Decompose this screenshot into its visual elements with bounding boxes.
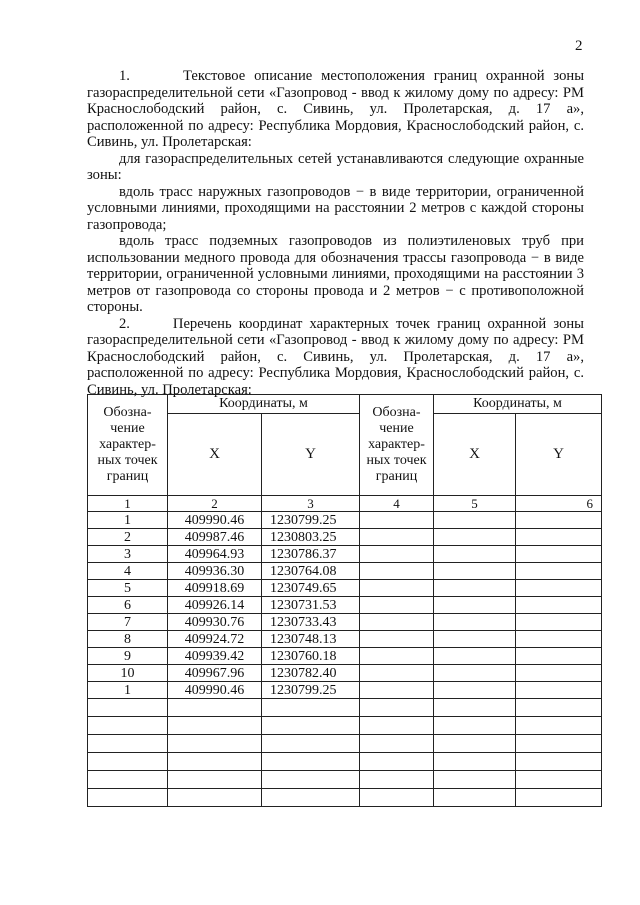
x-coordinate-cell: 409964.93 bbox=[168, 546, 262, 563]
empty-cell bbox=[434, 648, 516, 665]
empty-cell bbox=[434, 563, 516, 580]
colnum-5: 5 bbox=[434, 496, 516, 512]
point-number-cell: 8 bbox=[88, 631, 168, 648]
empty-cell bbox=[516, 735, 602, 753]
x-coordinate-cell: 409926.14 bbox=[168, 597, 262, 614]
empty-cell bbox=[434, 512, 516, 529]
point-number-cell: 10 bbox=[88, 665, 168, 682]
x-coordinate-cell: 409939.42 bbox=[168, 648, 262, 665]
empty-cell bbox=[360, 735, 434, 753]
y-coordinate-cell: 1230749.65 bbox=[262, 580, 360, 597]
empty-cell bbox=[262, 717, 360, 735]
point-number-cell: 4 bbox=[88, 563, 168, 580]
empty-cell bbox=[262, 771, 360, 789]
point-number-cell: 2 bbox=[88, 529, 168, 546]
empty-cell bbox=[360, 529, 434, 546]
x-coordinate-cell: 409990.46 bbox=[168, 682, 262, 699]
empty-cell bbox=[434, 529, 516, 546]
colnum-6: 6 bbox=[516, 496, 602, 512]
header-x-right: X bbox=[434, 414, 516, 496]
empty-cell bbox=[360, 631, 434, 648]
x-coordinate-cell: 409918.69 bbox=[168, 580, 262, 597]
empty-table-row bbox=[88, 753, 602, 771]
table-row bbox=[88, 648, 602, 665]
empty-cell bbox=[434, 699, 516, 717]
empty-cell bbox=[262, 789, 360, 807]
table-row bbox=[88, 512, 602, 529]
empty-cell bbox=[360, 614, 434, 631]
empty-cell bbox=[168, 789, 262, 807]
empty-cell bbox=[88, 789, 168, 807]
empty-cell bbox=[434, 614, 516, 631]
empty-table-row bbox=[88, 699, 602, 717]
empty-cell bbox=[434, 580, 516, 597]
empty-cell bbox=[360, 546, 434, 563]
empty-cell bbox=[434, 789, 516, 807]
empty-cell bbox=[360, 682, 434, 699]
empty-cell bbox=[516, 597, 602, 614]
x-coordinate-cell: 409924.72 bbox=[168, 631, 262, 648]
empty-cell bbox=[88, 699, 168, 717]
document-body bbox=[87, 68, 584, 398]
empty-cell bbox=[516, 753, 602, 771]
paragraph-3: вдоль трасс наружных газопроводов − в виде территории, ограниченной условными линиями, проходящими на расстоянии 2 метров с каждой стороны газопровода; bbox=[87, 183, 584, 233]
empty-cell bbox=[360, 789, 434, 807]
page-number: 2 bbox=[575, 38, 583, 54]
y-coordinate-cell: 1230799.25 bbox=[262, 682, 360, 699]
header-x-left: X bbox=[168, 414, 262, 496]
empty-cell bbox=[360, 563, 434, 580]
point-number-cell: 1 bbox=[88, 512, 168, 529]
header-y-left: Y bbox=[262, 414, 360, 496]
empty-cell bbox=[262, 753, 360, 771]
empty-cell bbox=[434, 735, 516, 753]
empty-cell bbox=[262, 699, 360, 717]
y-coordinate-cell: 1230733.43 bbox=[262, 614, 360, 631]
empty-cell bbox=[168, 771, 262, 789]
empty-table-row bbox=[88, 717, 602, 735]
empty-cell bbox=[168, 753, 262, 771]
empty-cell bbox=[516, 771, 602, 789]
empty-cell bbox=[516, 529, 602, 546]
empty-cell bbox=[516, 699, 602, 717]
x-coordinate-cell: 409987.46 bbox=[168, 529, 262, 546]
empty-cell bbox=[516, 512, 602, 529]
point-number-cell: 3 bbox=[88, 546, 168, 563]
header-coords-left: Координаты, м bbox=[168, 395, 360, 414]
empty-cell bbox=[434, 597, 516, 614]
empty-cell bbox=[262, 735, 360, 753]
colnum-1: 1 bbox=[88, 496, 168, 512]
table-row bbox=[88, 614, 602, 631]
paragraph-5: 2. Перечень координат характерных точек границ охранной зоны газораспределительной сети «Газопровод - ввод к жилому дому по адресу: РМ Краснослободский район, с. Сивинь, ул. Пролетарская, д. 17 а», расположенной по адресу: Республика Мордовия, Краснослободский район, с. Сивинь, ул. Пролетарская: bbox=[87, 315, 584, 398]
empty-cell bbox=[88, 771, 168, 789]
empty-cell bbox=[516, 580, 602, 597]
y-coordinate-cell: 1230803.25 bbox=[262, 529, 360, 546]
empty-cell bbox=[516, 789, 602, 807]
empty-cell bbox=[168, 717, 262, 735]
x-coordinate-cell: 409990.46 bbox=[168, 512, 262, 529]
empty-table-row bbox=[88, 735, 602, 753]
empty-table-row bbox=[88, 771, 602, 789]
empty-cell bbox=[168, 735, 262, 753]
y-coordinate-cell: 1230748.13 bbox=[262, 631, 360, 648]
header-point-right: Обозна-чение характер-ных точек границ bbox=[360, 395, 434, 496]
empty-cell bbox=[516, 614, 602, 631]
y-coordinate-cell: 1230782.40 bbox=[262, 665, 360, 682]
header-point-left: Обозна-чение характер-ных точек границ bbox=[88, 395, 168, 496]
table-row bbox=[88, 597, 602, 614]
empty-cell bbox=[88, 753, 168, 771]
colnum-2: 2 bbox=[168, 496, 262, 512]
x-coordinate-cell: 409967.96 bbox=[168, 665, 262, 682]
y-coordinate-cell: 1230760.18 bbox=[262, 648, 360, 665]
empty-cell bbox=[360, 665, 434, 682]
empty-cell bbox=[360, 699, 434, 717]
empty-cell bbox=[360, 648, 434, 665]
empty-cell bbox=[516, 682, 602, 699]
empty-cell bbox=[434, 546, 516, 563]
x-coordinate-cell: 409930.76 bbox=[168, 614, 262, 631]
empty-table-row bbox=[88, 789, 602, 807]
y-coordinate-cell: 1230786.37 bbox=[262, 546, 360, 563]
point-number-cell: 7 bbox=[88, 614, 168, 631]
empty-cell bbox=[360, 512, 434, 529]
empty-cell bbox=[434, 665, 516, 682]
header-coords-right: Координаты, м bbox=[434, 395, 602, 414]
table-row bbox=[88, 682, 602, 699]
table-row bbox=[88, 546, 602, 563]
x-coordinate-cell: 409936.30 bbox=[168, 563, 262, 580]
empty-cell bbox=[88, 717, 168, 735]
empty-cell bbox=[434, 771, 516, 789]
point-number-cell: 5 bbox=[88, 580, 168, 597]
column-number-row bbox=[88, 496, 602, 512]
empty-cell bbox=[88, 735, 168, 753]
paragraph-1: 1. Текстовое описание местоположения границ охранной зоны газораспределительной сети «Газопровод - ввод к жилому дому по адресу: РМ Краснослободский район, с. Сивинь, ул. Пролетарская, д. 17 а», расположенной по адресу: Республика Мордовия, Краснослободский район, с. Сивинь, ул. Пролетарская: bbox=[87, 68, 584, 150]
point-number-cell: 1 bbox=[88, 682, 168, 699]
empty-cell bbox=[516, 648, 602, 665]
colnum-3: 3 bbox=[262, 496, 360, 512]
table-row bbox=[88, 580, 602, 597]
paragraph-2: для газораспределительных сетей устанавливаются следующие охранные зоны: bbox=[87, 150, 584, 183]
empty-cell bbox=[516, 546, 602, 563]
empty-cell bbox=[360, 597, 434, 614]
empty-cell bbox=[516, 563, 602, 580]
empty-cell bbox=[434, 753, 516, 771]
table-row bbox=[88, 529, 602, 546]
table-row bbox=[88, 631, 602, 648]
empty-cell bbox=[168, 699, 262, 717]
y-coordinate-cell: 1230764.08 bbox=[262, 563, 360, 580]
table-header-row bbox=[88, 395, 602, 414]
point-number-cell: 9 bbox=[88, 648, 168, 665]
header-y-right: Y bbox=[516, 414, 602, 496]
empty-cell bbox=[434, 682, 516, 699]
table-row bbox=[88, 665, 602, 682]
empty-cell bbox=[516, 665, 602, 682]
empty-cell bbox=[360, 771, 434, 789]
y-coordinate-cell: 1230731.53 bbox=[262, 597, 360, 614]
empty-cell bbox=[434, 631, 516, 648]
empty-cell bbox=[360, 580, 434, 597]
point-number-cell: 6 bbox=[88, 597, 168, 614]
table-row bbox=[88, 563, 602, 580]
colnum-4: 4 bbox=[360, 496, 434, 512]
empty-cell bbox=[516, 631, 602, 648]
table-body bbox=[88, 512, 602, 807]
y-coordinate-cell: 1230799.25 bbox=[262, 512, 360, 529]
coordinates-table bbox=[87, 394, 602, 807]
empty-cell bbox=[434, 717, 516, 735]
empty-cell bbox=[516, 717, 602, 735]
empty-cell bbox=[360, 717, 434, 735]
paragraph-4: вдоль трасс подземных газопроводов из полиэтиленовых труб при использовании медного провода для обозначения трассы газопровода − в виде территории, ограниченной условными линиями, проходящими на расстоянии 3 метров от газопровода со стороны провода и 2 метров − с противоположной стороны. bbox=[87, 233, 584, 315]
empty-cell bbox=[360, 753, 434, 771]
